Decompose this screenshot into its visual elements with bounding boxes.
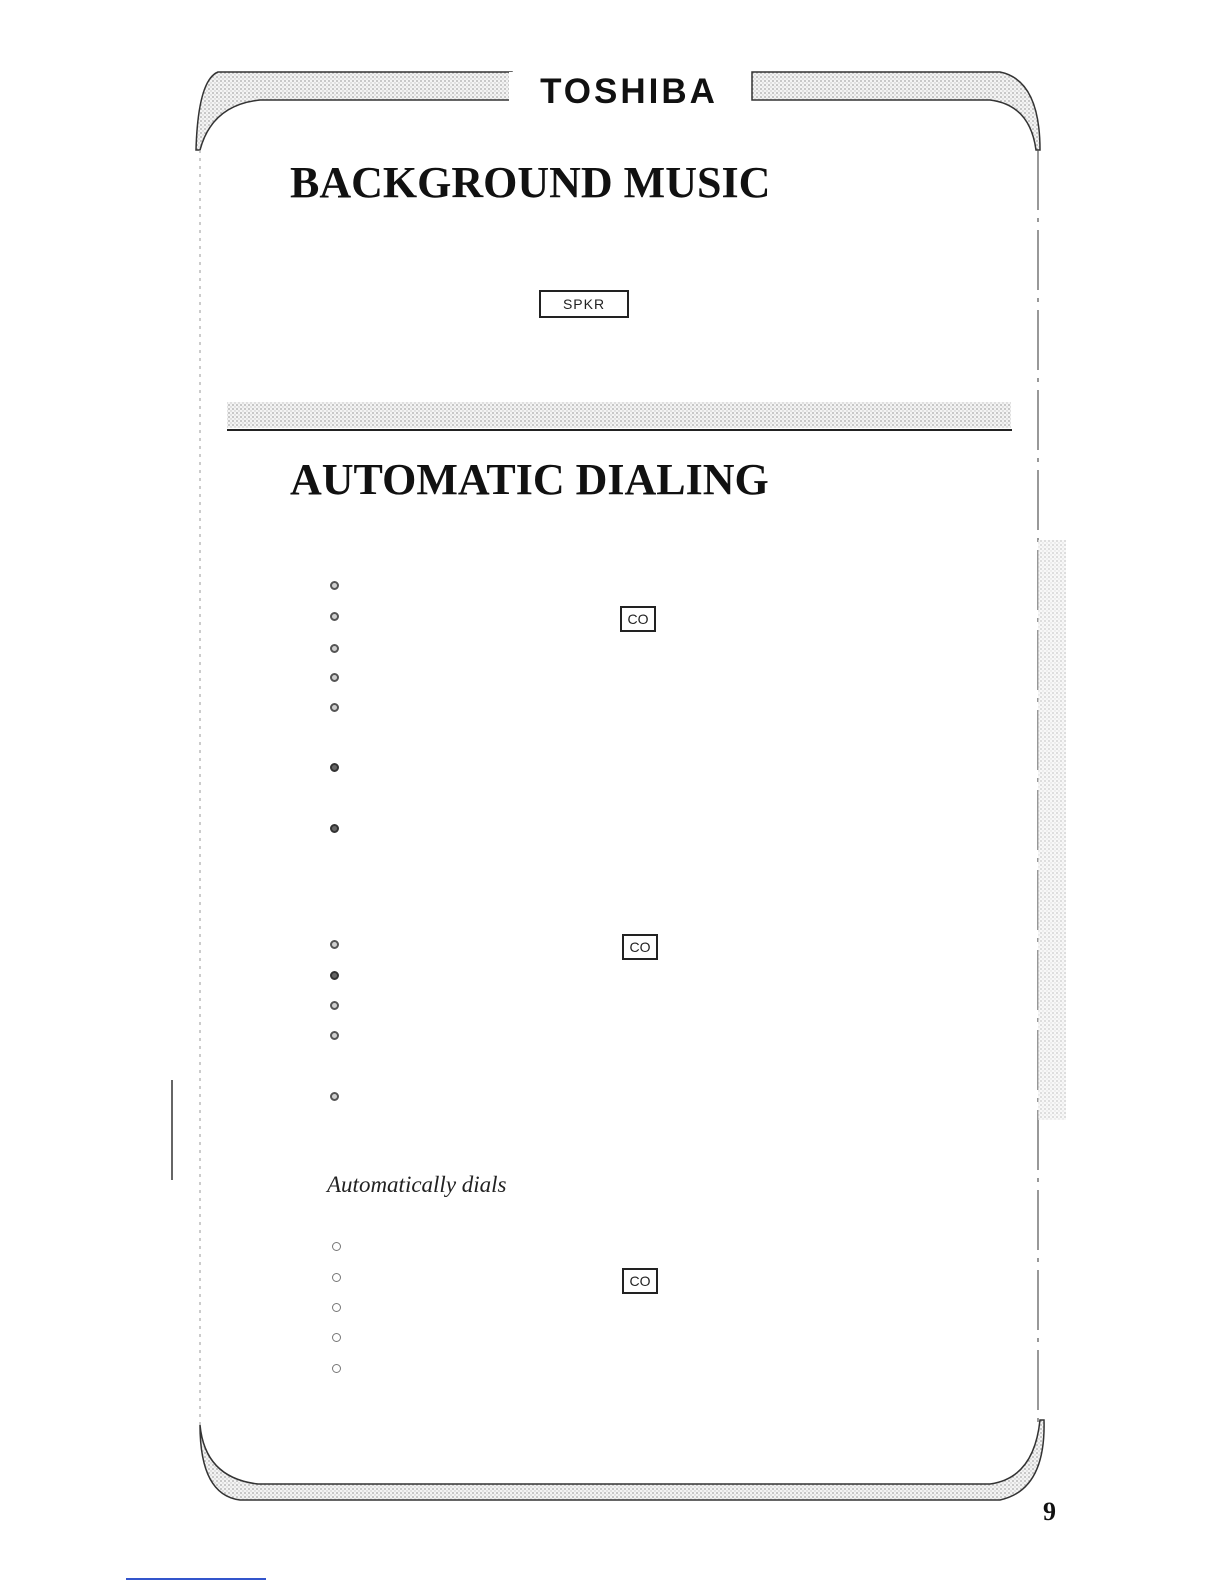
top-left-border xyxy=(196,72,512,150)
step-bullet xyxy=(332,1364,341,1373)
background-music-heading: BACKGROUND MUSIC xyxy=(290,158,771,207)
step-bullet xyxy=(332,1273,341,1282)
step-bullet xyxy=(330,1031,339,1040)
right-edge-shading xyxy=(1038,540,1066,1120)
link-underline[interactable] xyxy=(126,1578,266,1580)
automatic-dialing-heading: AUTOMATIC DIALING xyxy=(290,455,769,504)
step-bullet xyxy=(330,1001,339,1010)
step-bullet xyxy=(330,971,339,980)
co-key: CO xyxy=(622,934,658,960)
step-bullet xyxy=(330,763,339,772)
top-right-border xyxy=(752,72,1040,150)
step-bullet xyxy=(332,1242,341,1251)
co-key: CO xyxy=(620,606,656,632)
step-bullet xyxy=(332,1303,341,1312)
step-bullet xyxy=(332,1333,341,1342)
step-bullet xyxy=(330,581,339,590)
step-bullet xyxy=(330,1092,339,1101)
step-bullet xyxy=(330,940,339,949)
automatically-dials-note: Automatically dials xyxy=(327,1172,507,1197)
step-bullet xyxy=(330,644,339,653)
bottom-border xyxy=(200,1420,1044,1500)
step-bullet xyxy=(330,673,339,682)
brand-logo: TOSHIBA xyxy=(509,72,749,112)
step-bullet xyxy=(330,824,339,833)
step-bullet xyxy=(330,612,339,621)
step-bullet xyxy=(330,703,339,712)
spkr-key: SPKR xyxy=(539,290,629,318)
page-number: 9 xyxy=(1043,1497,1056,1526)
section-divider-band xyxy=(227,402,1011,428)
co-key: CO xyxy=(622,1268,658,1294)
